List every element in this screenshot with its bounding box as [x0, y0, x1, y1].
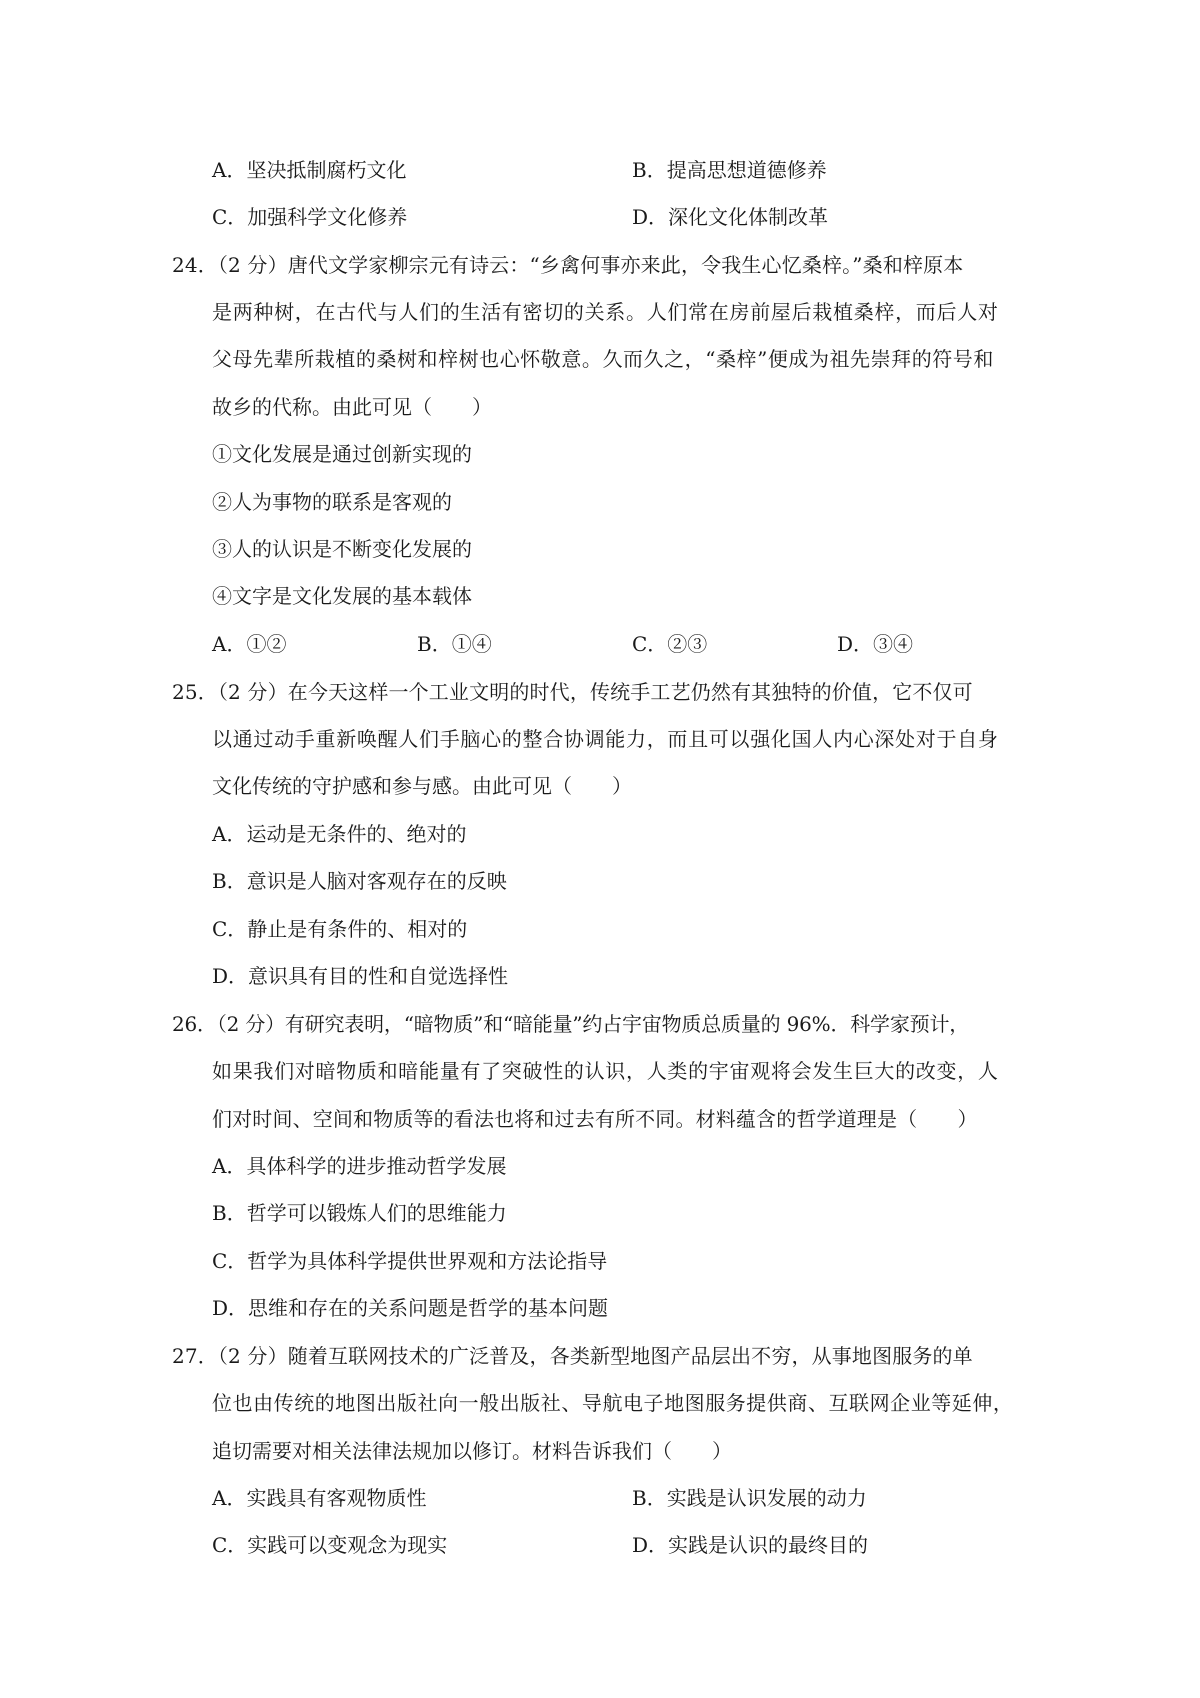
- question-25-stem-line-2: 以通过动手重新唤醒人们手脑心的整合协调能力，而且可以强化国人内心深处对于自身: [212, 727, 999, 751]
- option-a: A．实践具有客观物质性: [212, 1486, 427, 1510]
- question-24-stem-line-2: 是两种树，在古代与人们的生活有密切的关系。人们常在房前屋后栽植桑梓，而后人对: [212, 300, 999, 324]
- option-b: B．意识是人脑对客观存在的反映: [212, 869, 507, 893]
- option-d: D．思维和存在的关系问题是哲学的基本问题: [212, 1296, 609, 1320]
- question-25-stem-line-1: 25．（2 分）在今天这样一个工业文明的时代，传统手工艺仍然有其独特的价值，它不仅可: [172, 680, 973, 704]
- option-b: B．①④: [417, 632, 492, 656]
- question-26-stem-line-3: 们对时间、空间和物质等的看法也将和过去有所不同。材料蕴含的哲学道理是（ ）: [212, 1107, 978, 1131]
- option-d: D．深化文化体制改革: [632, 205, 829, 229]
- option-c: C．静止是有条件的、相对的: [212, 917, 468, 941]
- question-24-stem-line-4: 故乡的代称。由此可见（ ）: [212, 395, 492, 419]
- question-24-stem-line-1: 24．（2 分）唐代文学家柳宗元有诗云：“乡禽何事亦来此，令我生心忆桑梓。”桑和梓原本: [172, 253, 964, 277]
- option-c: C．哲学为具体科学提供世界观和方法论指导: [212, 1249, 608, 1273]
- option-c: C．实践可以变观念为现实: [212, 1533, 448, 1557]
- question-27-stem-line-2: 位也由传统的地图出版社向一般出版社、导航电子地图服务提供商、互联网企业等延伸，: [212, 1391, 1014, 1415]
- question-25-stem-line-3: 文化传统的守护感和参与感。由此可见（ ）: [212, 774, 632, 798]
- option-a: A．①②: [212, 632, 287, 656]
- question-27-stem-line-3: 追切需要对相关法律法规加以修订。材料告诉我们（ ）: [212, 1439, 732, 1463]
- statement-1: ①文化发展是通过创新实现的: [212, 442, 472, 466]
- option-b: B．提高思想道德修养: [632, 158, 827, 182]
- option-d: D．意识具有目的性和自觉选择性: [212, 964, 509, 988]
- question-26-stem-line-1: 26．（2 分）有研究表明，“暗物质”和“暗能量”约占宇宙物质总质量的 96%．科学家预计，: [172, 1012, 970, 1036]
- option-c: C．加强科学文化修养: [212, 205, 408, 229]
- option-a: A．具体科学的进步推动哲学发展: [212, 1154, 507, 1178]
- option-b: B．哲学可以锻炼人们的思维能力: [212, 1201, 507, 1225]
- option-a: A．运动是无条件的、绝对的: [212, 822, 467, 846]
- option-d: D．③④: [837, 632, 914, 656]
- question-27-stem-line-1: 27．（2 分）随着互联网技术的广泛普及，各类新型地图产品层出不穷，从事地图服务的单: [172, 1344, 973, 1368]
- statement-3: ③人的认识是不断变化发展的: [212, 537, 472, 561]
- question-26-stem-line-2: 如果我们对暗物质和暗能量有了突破性的认识，人类的宇宙观将会发生巨大的改变，人: [212, 1059, 999, 1083]
- option-b: B．实践是认识发展的动力: [632, 1486, 867, 1510]
- statement-4: ④文字是文化发展的基本载体: [212, 584, 472, 608]
- option-c: C．②③: [632, 632, 708, 656]
- statement-2: ②人为事物的联系是客观的: [212, 490, 452, 514]
- question-24-stem-line-3: 父母先辈所栽植的桑树和梓树也心怀敬意。久而久之，“桑梓”便成为祖先崇拜的符号和: [212, 347, 994, 371]
- option-d: D．实践是认识的最终目的: [632, 1533, 869, 1557]
- option-a: A．坚决抵制腐朽文化: [212, 158, 407, 182]
